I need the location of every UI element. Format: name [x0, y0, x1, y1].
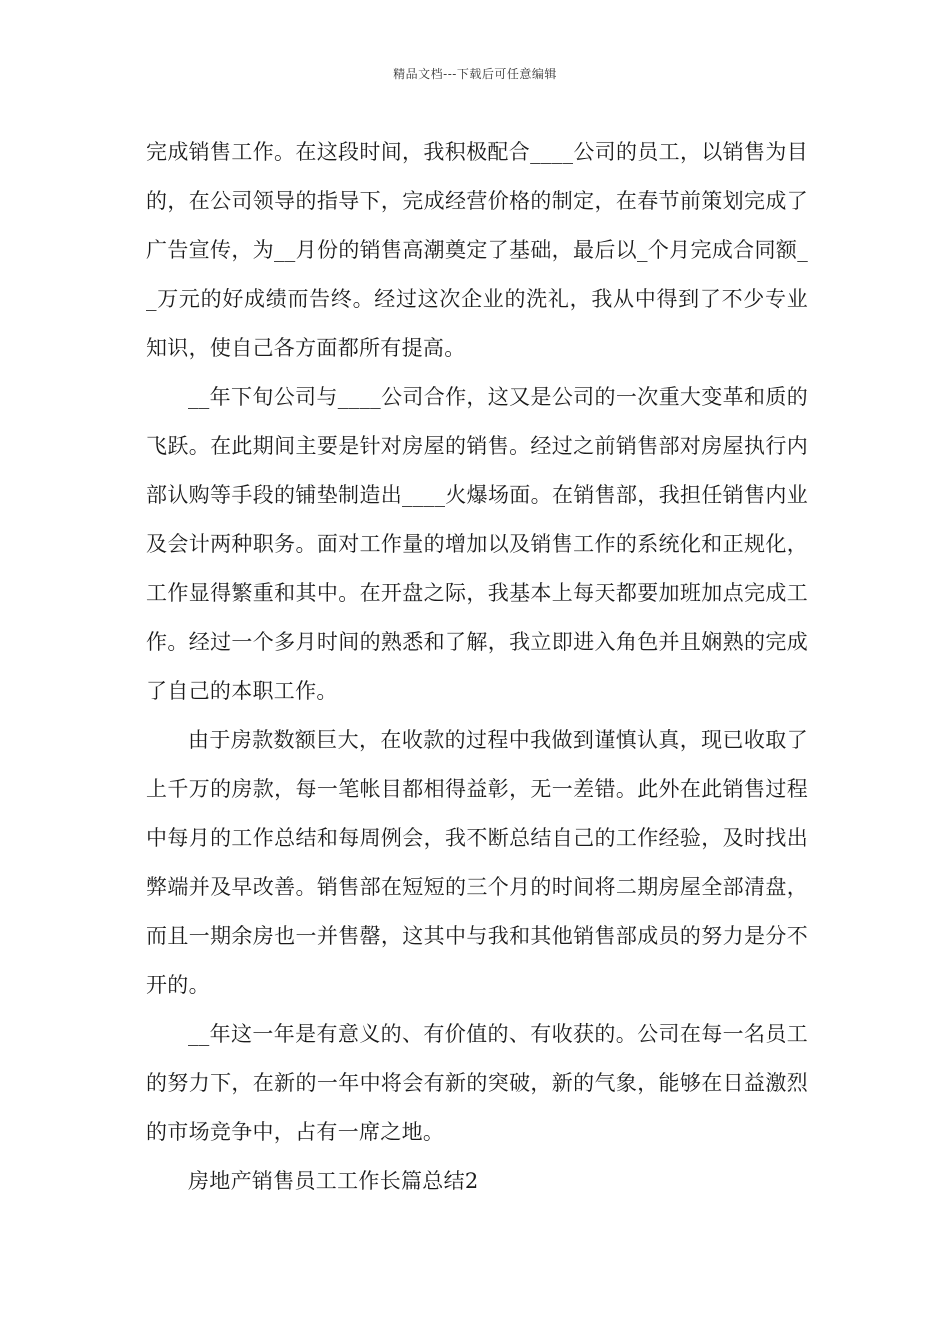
- page-header: 精品文档---下载后可任意编辑: [393, 67, 557, 81]
- paragraph-cooperation: __年下旬公司与____公司合作，这又是公司的一次重大变革和质的飞跃。在此期间主要是针对房屋的销售。经过之前销售部对房屋执行内部认购等手段的铺垫制造出____火爆场面。在销售部，我担任销售内业及会计两种职务。面对工作量的增加以及销售工作的系统化和正规化，工作显得繁重和其中。在开盘之际，我基本上每天都要加班加点完成工作。经过一个多月时间的熟悉和了解，我立即进入角色并且娴熟的完成了自己的本职工作。: [146, 385, 808, 703]
- paragraph-payments: 由于房款数额巨大，在收款的过程中我做到谨慎认真，现已收取了上千万的房款，每一笔帐目都相得益彰，无一差错。此外在此销售过程中每月的工作总结和每周例会，我不断总结自己的工作经验，及时找出弊端并及早改善。销售部在短短的三个月的时间将二期房屋全部清盘，而且一期余房也一并售罄，这其中与我和其他销售部成员的努力是分不开的。: [146, 728, 808, 997]
- paragraph-continuation: 完成销售工作。在这段时间，我积极配合____公司的员工，以销售为目的，在公司领导的指导下，完成经营价格的制定，在春节前策划完成了广告宣传，为__月份的销售高潮奠定了基础，最后以_个月完成合同额__万元的好成绩而告终。经过这次企业的洗礼，我从中得到了不少专业知识，使自己各方面都所有提高。: [146, 140, 808, 360]
- paragraph-year-summary: __年这一年是有意义的、有价值的、有收获的。公司在每一名员工的努力下，在新的一年中将会有新的突破，新的气象，能够在日益激烈的市场竞争中，占有一席之地。: [146, 1022, 808, 1144]
- document-body: [146, 128, 808, 1206]
- section-heading: 房地产销售员工工作长篇总结2: [188, 1169, 479, 1193]
